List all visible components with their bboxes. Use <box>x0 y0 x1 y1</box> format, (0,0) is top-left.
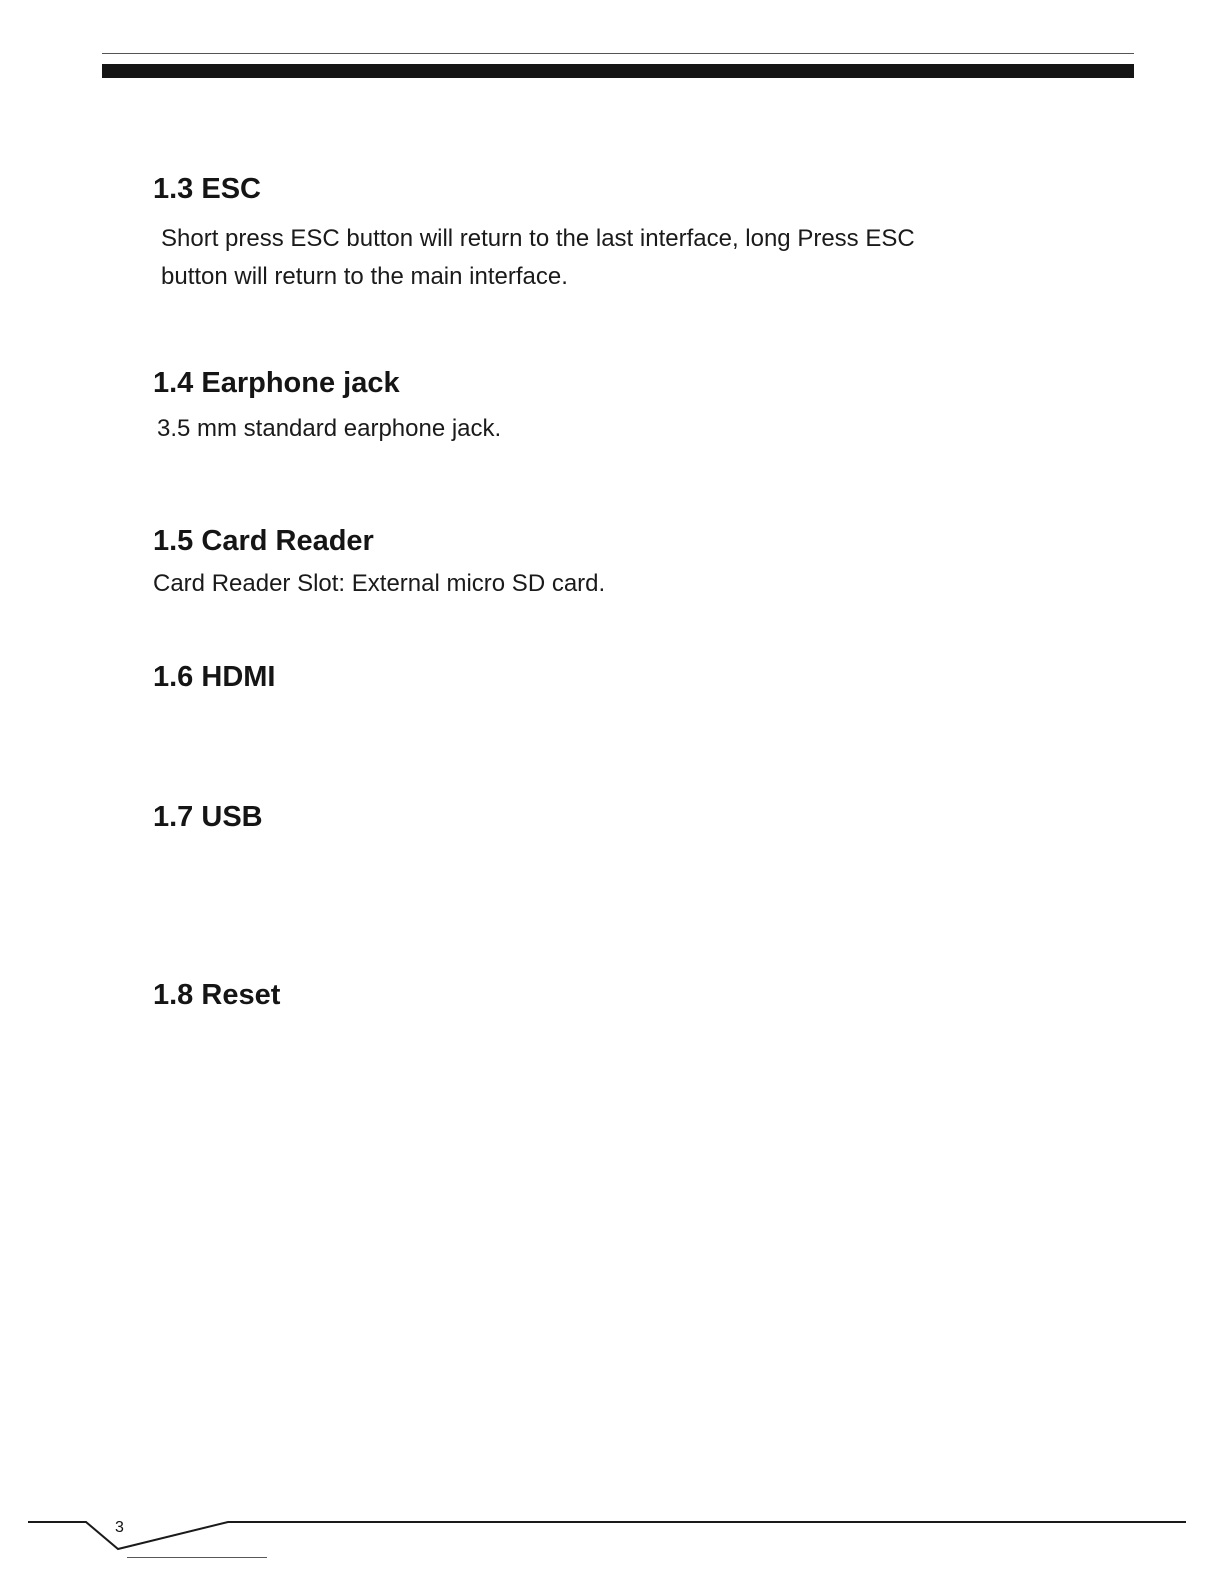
header-thick-bar <box>102 64 1134 78</box>
section-heading-usb: 1.7 USB <box>153 801 263 833</box>
page-number: 3 <box>115 1519 124 1536</box>
section-body-esc-line-2: button will return to the main interface. <box>161 263 568 290</box>
section-body-esc-line-1: Short press ESC button will return to the last interface, long Press ESC <box>161 225 915 252</box>
section-body-earphone-jack: 3.5 mm standard earphone jack. <box>157 415 502 442</box>
section-heading-card-reader: 1.5 Card Reader <box>153 525 374 557</box>
section-heading-hdmi: 1.6 HDMI <box>153 661 276 693</box>
section-body-card-reader: Card Reader Slot: External micro SD card. <box>153 570 606 597</box>
header-thin-rule <box>102 53 1134 54</box>
footer-swoosh-line <box>0 1510 1225 1560</box>
section-heading-esc: 1.3 ESC <box>153 173 261 205</box>
section-heading-earphone-jack: 1.4 Earphone jack <box>153 367 400 399</box>
section-heading-reset: 1.8 Reset <box>153 979 281 1011</box>
footer-link-underline <box>127 1557 267 1558</box>
